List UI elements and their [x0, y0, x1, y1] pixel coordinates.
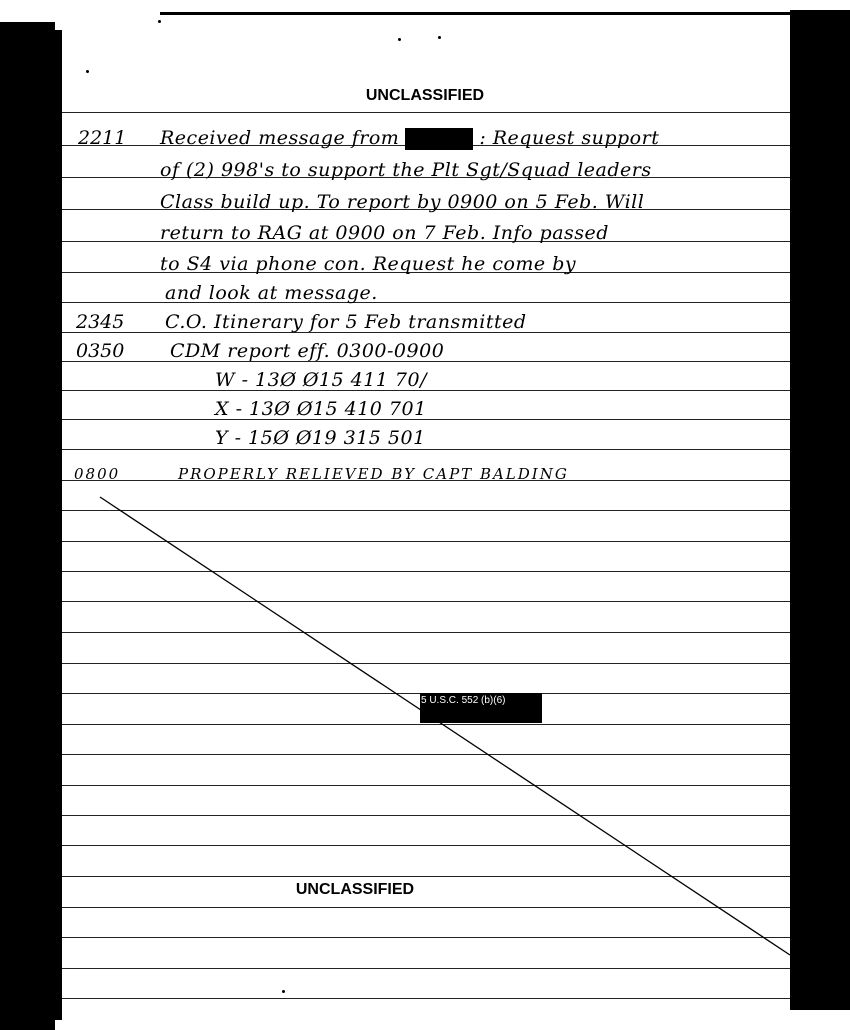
entry-line: X - 13Ø Ø15 410 701: [215, 398, 427, 420]
entry-line: CDM report eff. 0300-0900: [170, 340, 445, 362]
entry-line: return to RAG at 0900 on 7 Feb. Info passed: [160, 222, 609, 244]
entry-line: C.O. Itinerary for 5 Feb transmitted: [165, 311, 527, 333]
entry-text-before-redaction: Received message from: [160, 127, 400, 149]
classification-banner-bottom: UNCLASSIFIED: [295, 881, 415, 898]
classification-banner-top: UNCLASSIFIED: [365, 87, 485, 104]
entry-line: to S4 via phone con. Request he come by: [160, 253, 577, 275]
entry-line: and look at message.: [165, 282, 378, 304]
entry-time: 2211: [78, 127, 127, 149]
entry-line: Class build up. To report by 0900 on 5 Feb. Will: [160, 191, 645, 213]
entry-line: of (2) 998's to support the Plt Sgt/Squad leaders: [160, 159, 652, 181]
entry-text-after-redaction: : Request support: [479, 127, 660, 149]
redaction-label-box: 5 U.S.C. 552 (b)(6): [420, 693, 542, 723]
entry-line: PROPERLY RELIEVED BY CAPT BALDING: [178, 465, 569, 483]
entry-time: 2345: [76, 311, 125, 333]
entry-line: Y - 15Ø Ø19 315 501: [215, 427, 426, 449]
entry-time: 0800: [74, 465, 121, 483]
entry-line: W - 13Ø Ø15 411 70/: [215, 369, 427, 391]
entry-time: 0350: [76, 340, 125, 362]
